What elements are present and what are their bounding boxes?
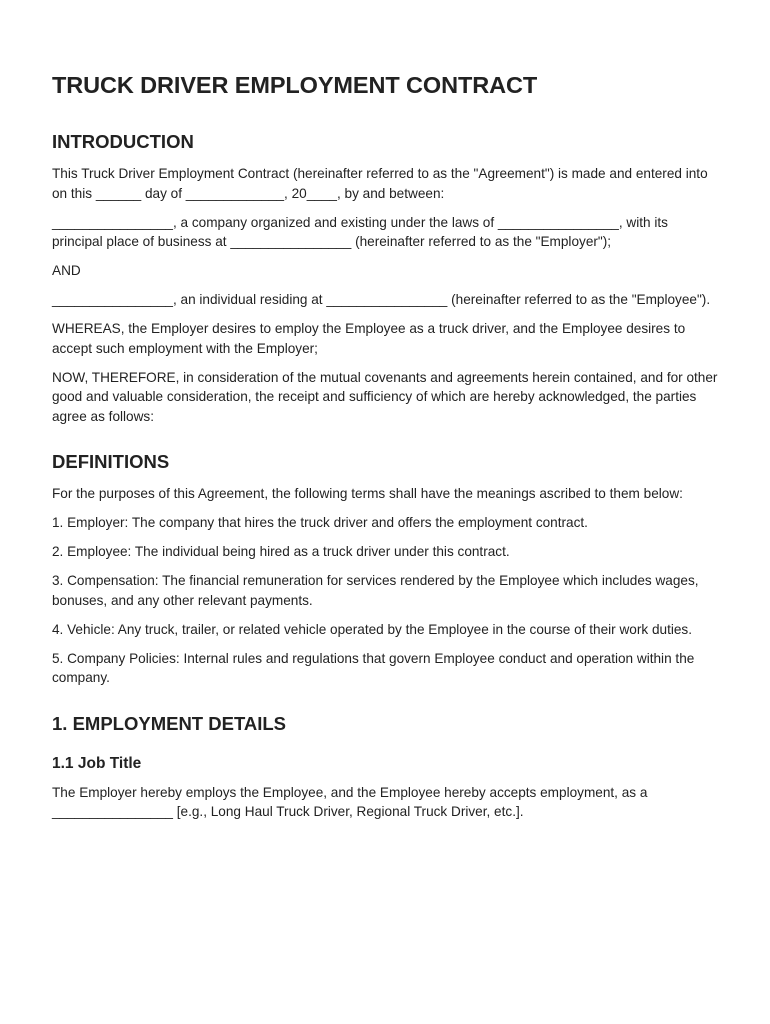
job-title-paragraph: The Employer hereby employs the Employee, and the Employee hereby accepts employment, as a ________________ [e.g., Long Haul Truck Driver, Regional Truck Driver, etc.].: [52, 784, 648, 819]
definitions-heading: DEFINITIONS: [52, 451, 170, 472]
definition-item-employer: 1. Employer: The company that hires the truck driver and offers the employment contract.: [52, 515, 588, 530]
definition-item-compensation: 3. Compensation: The financial remuneration for services rendered by the Employee which includes wages, bonuses, and any other relevant payments.: [52, 573, 699, 608]
definition-item-company-policies: 5. Company Policies: Internal rules and regulations that govern Employee conduct and operation within the company.: [52, 650, 695, 685]
job-title-heading: 1.1 Job Title: [52, 754, 142, 772]
document-body: [52, 70, 720, 831]
employment-details-heading: 1. EMPLOYMENT DETAILS: [52, 712, 287, 734]
intro-paragraph-now-therefore: NOW, THEREFORE, in consideration of the mutual covenants and agreements herein contained, and for other good and valuable consideration, the receipt and sufficiency of which are hereby acknowledged, the parties agree as follows:: [52, 369, 718, 424]
introduction-heading: INTRODUCTION: [52, 131, 194, 152]
intro-paragraph-employee: ________________, an individual residing at ________________ (hereinafter referred to as the "Employee").: [52, 292, 711, 307]
definitions-intro: For the purposes of this Agreement, the following terms shall have the meanings ascribed to them below:: [52, 486, 683, 501]
intro-paragraph-agreement: This Truck Driver Employment Contract (hereinafter referred to as the "Agreement") is made and entered into on this ______ day of _____________, 20____, by and between:: [52, 166, 708, 201]
intro-paragraph-whereas: WHEREAS, the Employer desires to employ the Employee as a truck driver, and the Employee desires to accept such employment with the Employer;: [52, 321, 686, 356]
intro-paragraph-employer: ________________, a company organized and existing under the laws of ________________, with its principal place of business at ________________ (hereinafter referred to as the "Employer");: [52, 214, 668, 249]
intro-paragraph-and: AND: [52, 263, 81, 278]
document-title: TRUCK DRIVER EMPLOYMENT CONTRACT: [52, 72, 538, 98]
definition-item-vehicle: 4. Vehicle: Any truck, trailer, or related vehicle operated by the Employee in the course of their work duties.: [52, 621, 693, 637]
definition-item-employee: 2. Employee: The individual being hired as a truck driver under this contract.: [52, 544, 510, 559]
